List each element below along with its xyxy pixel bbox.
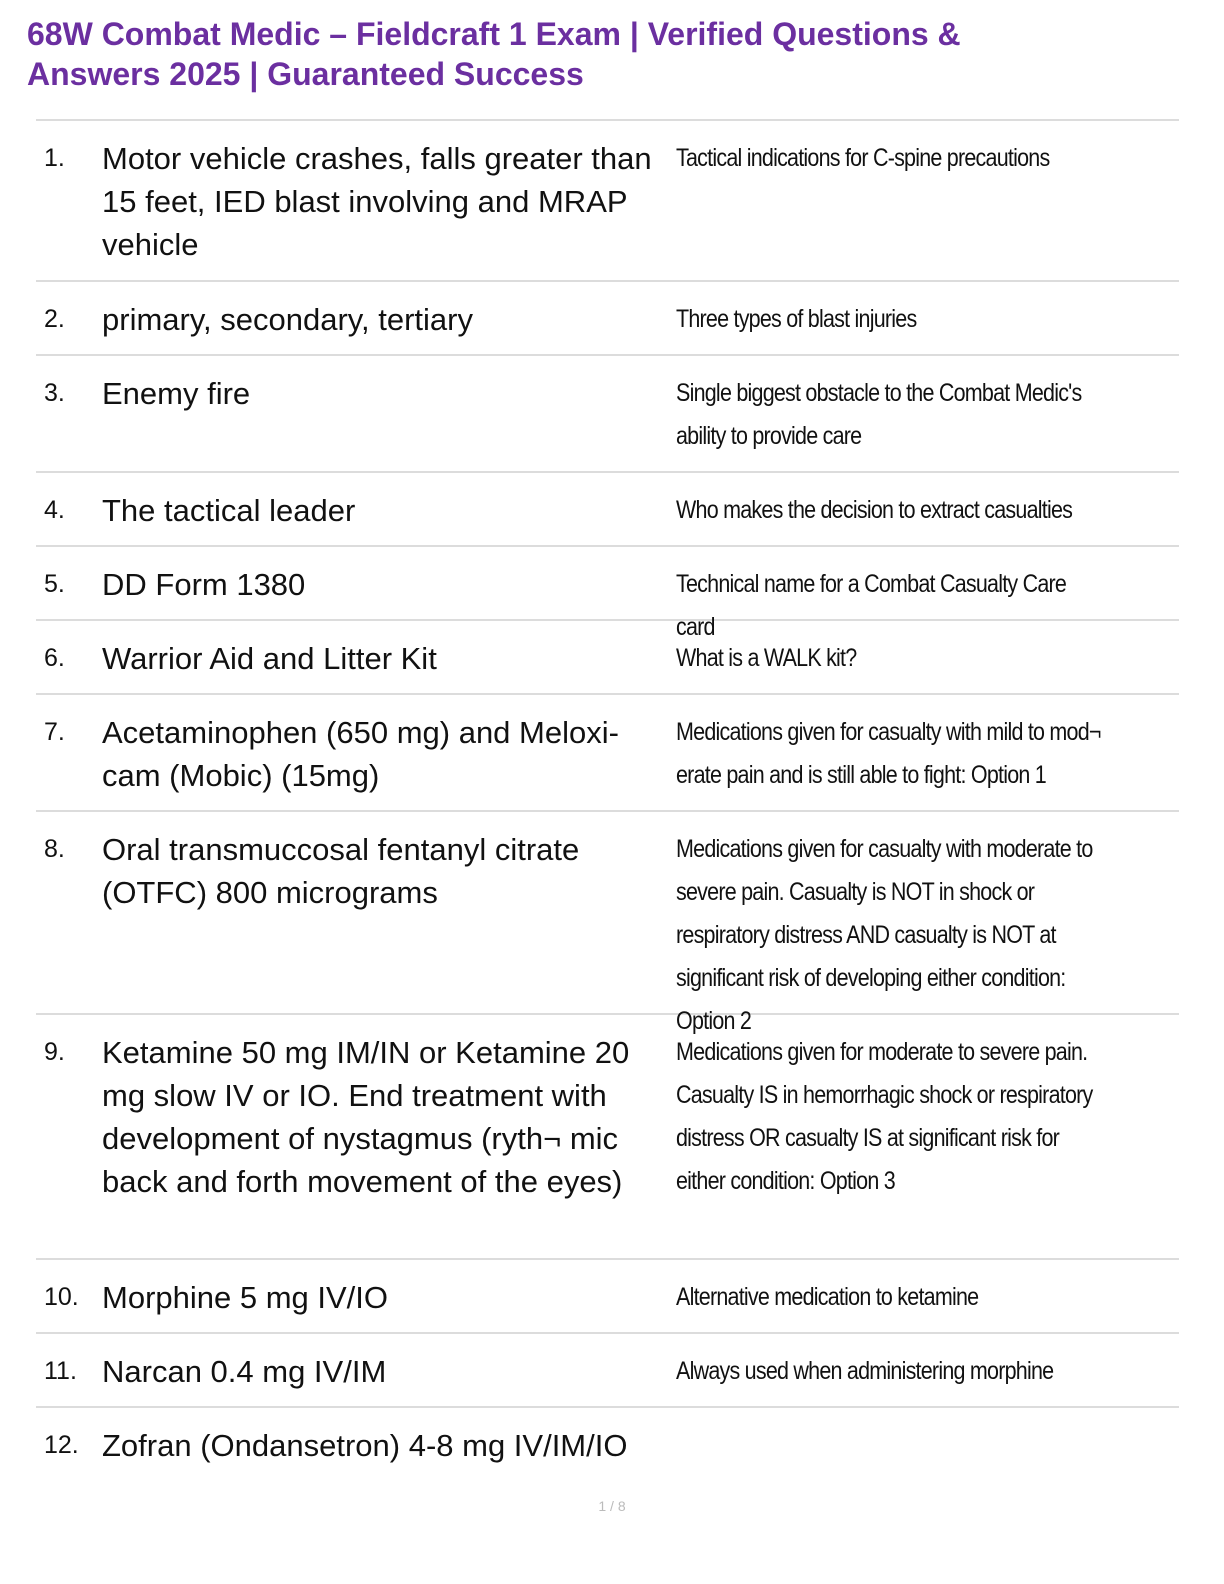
item-term: DD Form 1380: [102, 567, 306, 602]
item-definition: Three types of blast injuries: [676, 305, 917, 333]
qa-row-11: [36, 1334, 1179, 1408]
item-term: Oral transmuccosal fentanyl citrate (OTFC) 800 micrograms: [102, 832, 580, 910]
item-definition: Tactical indications for C-spine precautions: [676, 144, 1050, 172]
title-line-1: 68W Combat Medic – Fieldcraft 1 Exam | Verified Questions &: [27, 16, 961, 52]
item-term: Enemy fire: [102, 376, 251, 411]
item-term: Morphine 5 mg IV/IO: [102, 1280, 389, 1315]
item-definition: Who makes the decision to extract casualties: [676, 496, 1073, 524]
item-term: primary, secondary, tertiary: [102, 302, 473, 337]
item-number: 5.: [44, 570, 65, 598]
document-title: [27, 14, 1127, 94]
qa-row-10: [36, 1260, 1179, 1334]
item-number: 3.: [44, 379, 65, 407]
qa-list: [36, 119, 1179, 1482]
qa-row-3: [36, 356, 1179, 473]
item-term: The tactical leader: [102, 493, 356, 528]
item-number: 4.: [44, 496, 65, 524]
item-definition: Medications given for casualty with moderate to severe pain. Casualty is NOT in shock or respiratory distress AND casualty is NOT at significant risk of developing either condition: Option 2: [676, 835, 1093, 1035]
item-definition: Technical name for a Combat Casualty Care card: [676, 570, 1067, 641]
item-definition: Always used when administering morphine: [676, 1357, 1054, 1385]
qa-row-5: [36, 547, 1179, 641]
item-number: 12.: [44, 1431, 79, 1459]
item-number: 9.: [44, 1038, 65, 1066]
title-line-2: Answers 2025 | Guaranteed Success: [27, 56, 584, 92]
item-number: 2.: [44, 305, 65, 333]
item-term: Acetaminophen (650 mg) and Meloxi- cam (Mobic) (15mg): [102, 715, 619, 793]
item-term: Narcan 0.4 mg IV/IM: [102, 1354, 387, 1389]
item-number: 6.: [44, 644, 65, 672]
item-term: Ketamine 50 mg IM/IN or Ketamine 20 mg slow IV or IO. End treatment with development of nystagmus (ryth¬ mic back and forth movement of the eyes): [102, 1035, 630, 1199]
item-number: 8.: [44, 835, 65, 863]
item-number: 10.: [44, 1283, 79, 1311]
page-indicator: 1 / 8: [598, 1498, 626, 1514]
item-definition: Medications given for moderate to severe pain. Casualty IS in hemorrhagic shock or respiratory distress OR casualty IS at significant risk for either condition: Option 3: [676, 1038, 1093, 1195]
qa-row-7: [36, 695, 1179, 812]
item-term: Zofran (Ondansetron) 4-8 mg IV/IM/IO: [102, 1428, 628, 1463]
item-term: Motor vehicle crashes, falls greater than 15 feet, IED blast involving and MRAP vehicle: [102, 141, 652, 262]
qa-row-9: [36, 1015, 1179, 1260]
item-definition: Single biggest obstacle to the Combat Medic's ability to provide care: [676, 379, 1082, 450]
qa-row-12: [36, 1408, 1179, 1482]
item-number: 1.: [44, 144, 65, 172]
qa-row-2: [36, 282, 1179, 356]
item-definition: Medications given for casualty with mild to mod¬ erate pain and is still able to fight: Option 1: [676, 718, 1101, 789]
item-term: Warrior Aid and Litter Kit: [102, 641, 437, 676]
qa-row-8: [36, 812, 1179, 1035]
item-definition: Alternative medication to ketamine: [676, 1283, 979, 1311]
qa-row-4: [36, 473, 1179, 547]
item-number: 7.: [44, 718, 65, 746]
item-number: 11.: [44, 1357, 77, 1385]
item-definition: What is a WALK kit?: [676, 644, 857, 672]
qa-row-1: [36, 121, 1179, 282]
